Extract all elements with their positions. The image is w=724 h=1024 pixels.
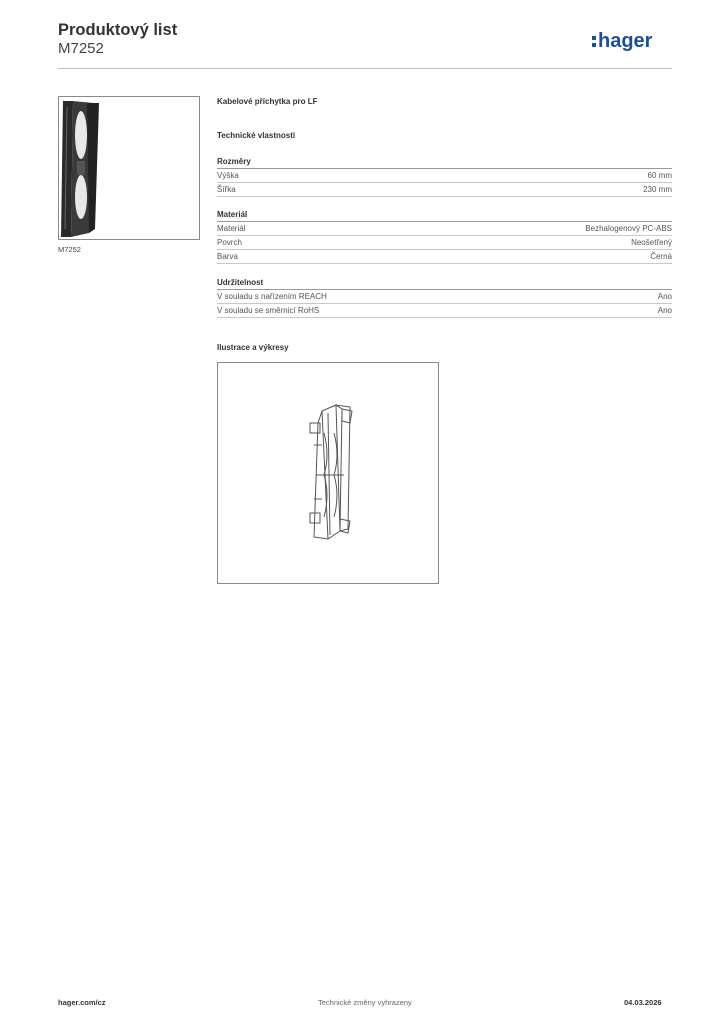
cable-clip-photo-icon <box>59 97 200 240</box>
product-name: Kabelové příchytka pro LF <box>217 97 318 106</box>
photo-caption: M7252 <box>58 245 81 254</box>
footer-date: 04.03.2026 <box>624 998 662 1007</box>
table-row <box>217 290 672 304</box>
footer-notice: Technické změny vyhrazeny <box>318 998 412 1007</box>
sustainability-title: Udržitelnost <box>217 277 672 290</box>
sustainability-table <box>217 277 672 318</box>
header-divider <box>58 68 672 69</box>
material-table <box>217 209 672 264</box>
table-row <box>217 183 672 197</box>
logo-text: hager <box>598 30 653 52</box>
table-row <box>217 222 672 236</box>
row-label: V souladu s nařízením REACH <box>217 292 327 301</box>
dimensions-title: Rozměry <box>217 156 672 169</box>
row-value: Neošetřený <box>631 238 672 247</box>
tech-heading: Technické vlastnosti <box>217 131 296 140</box>
row-value: Ano <box>657 306 672 315</box>
page-title: Produktový list <box>58 21 178 39</box>
hager-logo-icon <box>592 27 674 57</box>
table-row <box>217 304 672 318</box>
row-label: Šířka <box>217 185 236 194</box>
cable-clip-drawing-icon <box>218 363 438 583</box>
product-code: M7252 <box>58 40 104 57</box>
dimensions-table <box>217 156 672 197</box>
material-title: Materiál <box>217 209 672 222</box>
row-label: Povrch <box>217 238 242 247</box>
row-label: Barva <box>217 252 238 261</box>
product-photo <box>58 96 200 240</box>
table-row <box>217 169 672 183</box>
technical-drawing <box>217 362 439 584</box>
row-label: Materiál <box>217 224 246 233</box>
row-label: Výška <box>217 171 239 180</box>
table-row <box>217 250 672 264</box>
row-value: 60 mm <box>647 171 672 180</box>
illustrations-heading: Ilustrace a výkresy <box>217 343 289 352</box>
row-label: V souladu se směrnicí RoHS <box>217 306 320 315</box>
table-row <box>217 236 672 250</box>
row-value: Bezhalogenový PC-ABS <box>585 224 672 233</box>
row-value: Ano <box>657 292 672 301</box>
footer-website[interactable]: hager.com/cz <box>58 998 106 1007</box>
row-value: Černá <box>650 252 672 261</box>
row-value: 230 mm <box>643 185 672 194</box>
